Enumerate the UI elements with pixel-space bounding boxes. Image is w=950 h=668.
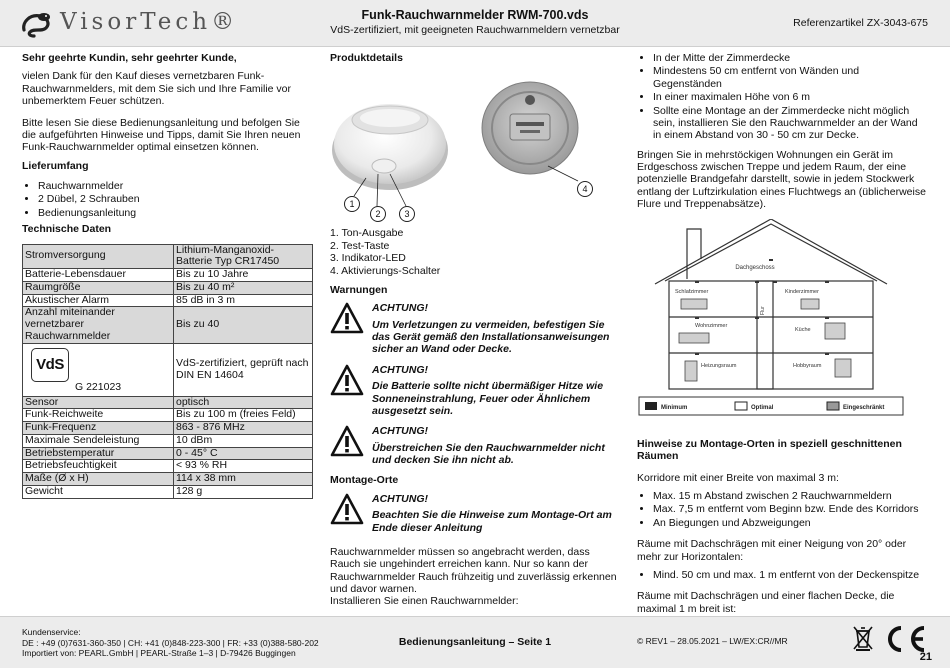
page-number: 21	[919, 651, 932, 663]
list-item: • Sollte eine Montage an der Zimmerdecke nicht möglich sein, installieren Sie den Rauchwarnmelder an der Wand in einem Abstand von 30 - 50 cm zur Decke.	[653, 105, 927, 142]
spec-value: 10 dBm	[174, 434, 313, 447]
footer-page-label: Bedienungsanleitung – Seite 1	[398, 636, 552, 648]
column-3	[637, 52, 927, 640]
multistorey-paragraph: Bringen Sie in mehrstöckigen Wohnungen ein Gerät im Erdgeschoss zwischen Treppe und jedem Raum, der eine potenzielle Brandgefahr darstellt, sowie in jedem Stockwerk entlang der Luftzirkulation eines Fluchtwegs an (üblicherweise Flure und Treppenabsätze).	[637, 148, 926, 211]
spec-key: Funk-Frequenz	[23, 422, 174, 435]
delivery-list	[22, 180, 314, 219]
list-item: • Mind. 50 cm und max. 1 m entfernt von der Deckenspitze	[653, 569, 927, 581]
callout-3: 3	[399, 206, 415, 222]
house-diagram	[635, 219, 927, 432]
warning-title: ACHTUNG!	[372, 363, 428, 376]
montage-paragraph-2: Installieren Sie einen Rauchwarnmelder:	[330, 595, 519, 608]
table-row	[23, 281, 313, 294]
warning-title: ACHTUNG!	[372, 302, 428, 315]
warning-text: Um Verletzungen zu vermeiden, befestigen Sie das Gerät gemäß den Installationsanweisungen sicher an Wand oder Decke.	[372, 318, 610, 356]
slope-list	[637, 569, 927, 581]
reference-article: Referenzartikel ZX-3043-675	[793, 17, 928, 29]
list-item: 2. Test-Taste	[330, 239, 390, 252]
table-row	[23, 307, 313, 343]
page-header	[0, 0, 950, 47]
spec-value: VdS-zertifiziert, geprüft nach DIN EN 14604	[174, 343, 313, 396]
list-item: • An Biegungen und Abzweigungen	[653, 517, 927, 529]
special-rooms-heading: Hinweise zu Montage-Orten in speziell geschnittenen Räumen	[637, 437, 902, 463]
spec-value: Bis zu 40 m²	[174, 281, 313, 294]
warning-text: Überstreichen Sie den Rauchwarnmelder nicht und decken Sie ihn nicht ab.	[372, 441, 605, 466]
page-footer	[0, 616, 950, 668]
spec-value: 114 x 38 mm	[174, 473, 313, 486]
legend-optimal-swatch	[735, 402, 747, 410]
vds-cell	[23, 343, 174, 396]
table-row	[23, 485, 313, 498]
legend-label: Minimum	[661, 404, 688, 411]
table-row	[23, 460, 313, 473]
list-item: • Max. 7,5 m entfernt vom Beginn bzw. Ende des Korridors	[653, 503, 927, 515]
spec-key: Stromversorgung	[23, 244, 174, 269]
warning-triangle-icon	[330, 493, 364, 525]
list-item: • 2 Dübel, 2 Schrauben	[38, 193, 314, 205]
importer: Importiert von: PEARL.GmbH | PEARL-Straße 1–3 | D-79426 Buggingen	[22, 648, 296, 659]
corridor-paragraph: Korridore mit einer Breite von maximal 3 m:	[637, 471, 839, 484]
table-row	[23, 422, 313, 435]
specs-heading: Technische Daten	[22, 223, 112, 236]
list-item: • Rauchwarnmelder	[38, 180, 314, 192]
spec-value: optisch	[174, 396, 313, 409]
spec-value: < 93 % RH	[174, 460, 313, 473]
product-parts-list	[330, 227, 620, 277]
warning-block	[330, 425, 620, 466]
corridor-label: Flur	[760, 305, 766, 315]
legend-minimum-swatch	[645, 402, 657, 410]
ce-mark-icon	[880, 625, 928, 653]
callout-1: 1	[344, 196, 360, 212]
spec-key: Akustischer Alarm	[23, 294, 174, 307]
warning-triangle-icon	[330, 364, 364, 396]
list-item: • In der Mitte der Zimmerdecke	[653, 52, 927, 64]
callout-lines	[330, 68, 620, 220]
table-row	[23, 244, 313, 269]
weee-bin-icon	[852, 625, 874, 651]
list-item: • Bedienungsanleitung	[38, 207, 314, 219]
spec-key: Maße (Ø x H)	[23, 473, 174, 486]
table-row	[23, 343, 313, 396]
spec-key: Betriebstemperatur	[23, 447, 174, 460]
spec-key: Gewicht	[23, 485, 174, 498]
spec-value: Bis zu 10 Jahre	[174, 269, 313, 282]
warning-title: ACHTUNG!	[372, 425, 428, 438]
room-label: Heizungsraum	[701, 362, 737, 369]
spec-value: Bis zu 40	[174, 307, 313, 343]
room-label: Hobbyraum	[793, 362, 822, 369]
warning-block	[330, 364, 620, 418]
column-1	[22, 52, 314, 499]
delivery-heading: Lieferumfang	[22, 159, 89, 172]
table-row	[23, 434, 313, 447]
room-label: Wohnzimmer	[695, 322, 728, 329]
list-item: 1. Ton-Ausgabe	[330, 227, 404, 240]
legend-label: Optimal	[751, 404, 774, 411]
table-row	[23, 396, 313, 409]
vds-number: G 221023	[75, 380, 122, 393]
intro-paragraph-1: vielen Dank für den Kauf dieses vernetzbaren Funk-Rauchwarnmelders, mit dem Sie sich und Ihre Familie vor unbemerktem Feuer schützen.	[22, 70, 292, 108]
snake-logo-icon	[20, 8, 56, 38]
spec-key: Funk-Reichweite	[23, 409, 174, 422]
warnings-heading: Warnungen	[330, 283, 388, 296]
vds-logo: VdS	[31, 348, 69, 382]
spec-value: 128 g	[174, 485, 313, 498]
corridor-list	[637, 490, 927, 529]
placement-list	[637, 52, 927, 142]
greeting: Sehr geehrte Kundin, sehr geehrter Kunde,	[22, 52, 237, 64]
callout-2: 2	[370, 206, 386, 222]
brand-logo	[20, 6, 238, 40]
spec-value: 863 - 876 MHz	[174, 422, 313, 435]
montage-paragraph	[330, 546, 620, 608]
table-row	[23, 447, 313, 460]
room-label: Küche	[795, 326, 811, 333]
spec-value: 85 dB in 3 m	[174, 294, 313, 307]
document-subtitle: VdS-zertifiziert, mit geeigneten Rauchwarnmeldern vernetzbar	[330, 24, 620, 36]
room-label: Schlafzimmer	[675, 288, 709, 295]
list-item: • Mindestens 50 cm entfernt von Wänden und Gegenständen	[653, 65, 927, 90]
spec-key: Maximale Sendeleistung	[23, 434, 174, 447]
warning-text: Die Batterie sollte nicht übermäßiger Hitze wie Sonneneinstrahlung, Feuer oder Ähnlichem ausgesetzt sein.	[372, 380, 604, 417]
flat-ceiling-paragraph: Räume mit Dachschrägen und einer flachen Decke, die maximal 1 m breit ist:	[637, 590, 895, 615]
callout-4: 4	[577, 181, 593, 197]
compliance-marks	[852, 625, 928, 653]
warning-title: ACHTUNG!	[372, 492, 428, 505]
table-row	[23, 409, 313, 422]
warning-text: Beachten Sie die Hinweise zum Montage-Ort am Ende dieser Anleitung	[372, 509, 612, 534]
warning-block	[330, 302, 620, 356]
warning-block	[330, 493, 620, 534]
specs-table	[22, 244, 313, 499]
customer-service	[22, 627, 319, 659]
table-row	[23, 269, 313, 282]
list-item: 4. Aktivierungs-Schalter	[330, 264, 441, 277]
spec-key: Betriebsfeuchtigkeit	[23, 460, 174, 473]
spec-key: Anzahl miteinander vernetzbarer Rauchwarnmelder	[23, 307, 174, 343]
spec-key: Sensor	[23, 396, 174, 409]
product-heading: Produktdetails	[330, 52, 403, 64]
spec-key: Raumgröße	[23, 281, 174, 294]
brand-name: VisorTech®	[60, 9, 239, 36]
service-phones: DE : +49 (0)7631-360-350 | CH: +41 (0)848-223-300 | FR: +33 (0)388-580-202	[22, 637, 319, 648]
spec-key: Batterie-Lebensdauer	[23, 269, 174, 282]
room-attic: Dachgeschoss	[735, 264, 775, 271]
service-label: Kundenservice:	[22, 627, 81, 637]
spec-value: Lithium-Manganoxid-Batterie Typ CR17450	[174, 244, 313, 269]
list-item: 3. Indikator-LED	[330, 252, 406, 265]
document-title: Funk-Rauchwarnmelder RWM-700.vds	[361, 8, 589, 22]
list-item: • In einer maximalen Höhe von 6 m	[653, 91, 927, 103]
intro-paragraph-2: Bitte lesen Sie diese Bedienungsanleitung und befolgen Sie die aufgeführten Hinweise und Tipps, damit Sie Ihren neuen Funk-Rauchwarnmelder optimal einsetzen können.	[22, 116, 301, 154]
spec-value: 0 - 45° C	[174, 447, 313, 460]
revision: © REV1 – 28.05.2021 – LW/EX:CR//MR	[637, 636, 788, 646]
montage-heading: Montage-Orte	[330, 474, 399, 487]
room-label: Kinderzimmer	[785, 288, 819, 295]
legend-label: Eingeschränkt	[843, 404, 885, 411]
product-figure	[330, 68, 620, 220]
montage-paragraph-1: Rauchwarnmelder müssen so angebracht werden, dass Rauch sie ungehindert erreichen kann. Nur so kann der Rauchwarnmelder Rauch frühzeitig und zuverlässig erkennen und davor warnen.	[330, 545, 617, 595]
column-2	[330, 52, 620, 650]
warning-triangle-icon	[330, 302, 364, 334]
slope-paragraph: Räume mit Dachschrägen mit einer Neigung von 20° oder mehr zur Horizontalen:	[637, 538, 907, 563]
table-row	[23, 473, 313, 486]
spec-value: Bis zu 100 m (freies Feld)	[174, 409, 313, 422]
warning-triangle-icon	[330, 425, 364, 457]
legend-limited-swatch	[827, 402, 839, 410]
table-row	[23, 294, 313, 307]
list-item: • Max. 15 m Abstand zwischen 2 Rauchwarnmeldern	[653, 490, 927, 502]
house-illustration	[635, 219, 907, 429]
